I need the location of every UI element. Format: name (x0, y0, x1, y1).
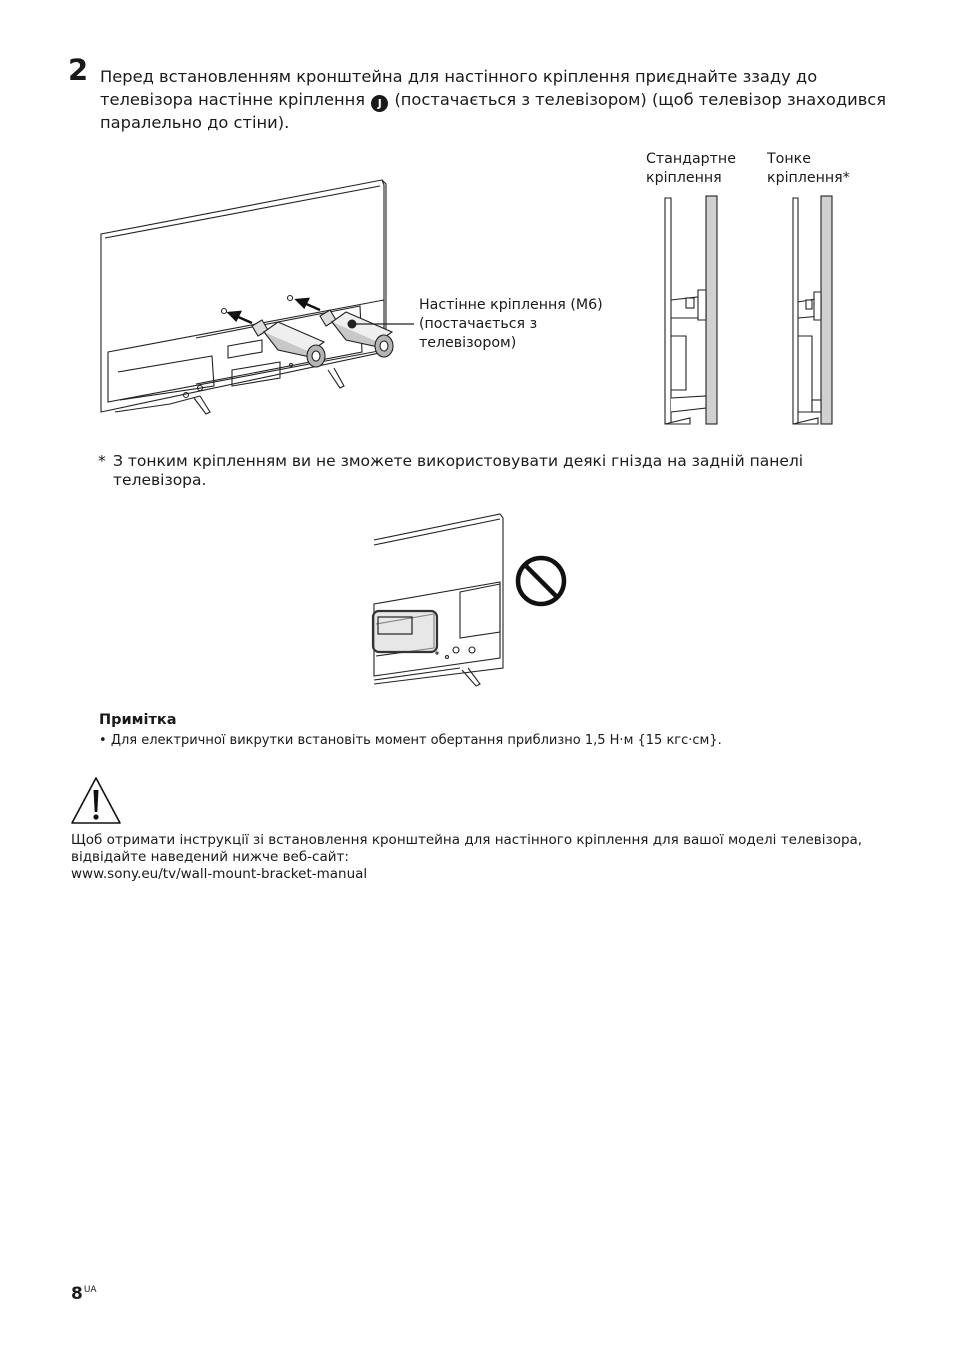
standard-mount-line-2: кріплення (646, 170, 722, 186)
step-text-after: (постачається з телевізором) (щоб телевізор знаходився паралельно до стіни). (100, 89, 887, 132)
thin-mount-line-2: кріплення* (767, 170, 850, 186)
step-text-before: Перед встановленням кронштейна для настінного кріплення приєднайте ззаду до телевізора настінне кріплення (100, 67, 818, 109)
info-line-2: відвідайте наведений нижче веб-сайт: (71, 849, 349, 865)
thin-mount-line-1: Тонке (767, 151, 811, 167)
page-number (71, 1284, 97, 1304)
step-number: 2 (68, 53, 89, 87)
standard-mount-line-1: Стандартне (646, 151, 736, 167)
callout-line-3: телевізором) (419, 335, 517, 351)
part-badge-j: J (371, 95, 388, 112)
page-language-code: UA (83, 1285, 97, 1295)
warning-icon (70, 776, 122, 826)
manual-url-link[interactable]: www.sony.eu/tv/wall-mount-bracket-manual (71, 866, 368, 882)
info-line-1: Щоб отримати інструкції зі встановлення кронштейна для настінного кріплення для вашої моделі телевізора, (71, 832, 863, 848)
note-item (99, 733, 722, 748)
note-bullet: • (99, 733, 107, 748)
note-item-text: Для електричної викрутки встановіть момент обертання приблизно 1,5 Н·м {15 кгс·см}. (110, 733, 722, 748)
footnote-text: З тонким кріпленням ви не зможете використовувати деякі гнізда на задній панелі телевізора. (113, 452, 804, 489)
callout-line-1: Настінне кріплення (М6) (419, 297, 603, 313)
footnote-marker: * (98, 452, 106, 470)
note-heading: Примітка (99, 712, 177, 728)
callout-line-2: (постачається з (419, 316, 538, 332)
prohibited-icon (518, 558, 564, 604)
bracket-manual-info (71, 832, 891, 883)
page-number-value: 8 (71, 1284, 83, 1304)
